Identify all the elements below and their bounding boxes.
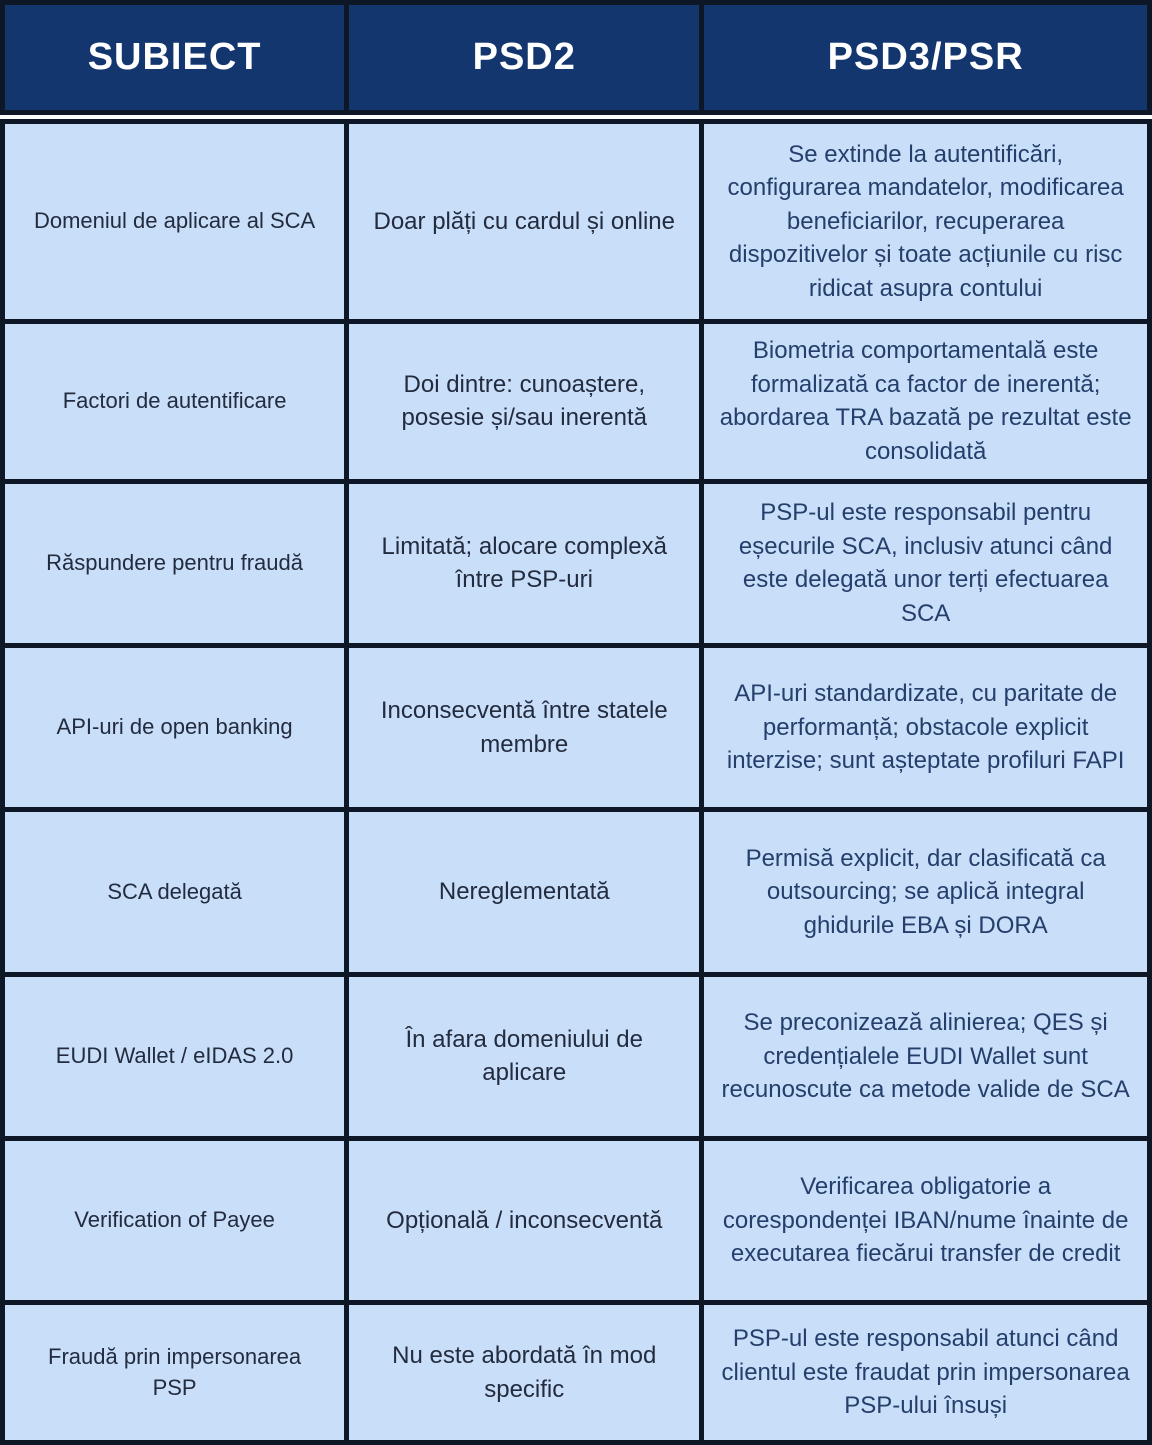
cell-subiect-row-2: Răspundere pentru fraudă xyxy=(5,479,344,643)
cell-subiect-row-4: SCA delegată xyxy=(5,807,344,971)
cell-subiect-row-1: Factori de autentificare xyxy=(5,319,344,478)
cell-subiect-row-6: Verification of Payee xyxy=(5,1136,344,1300)
table-header-row xyxy=(0,0,1152,115)
cell-psd2-row-5: În afara domeniului de aplicare xyxy=(344,972,699,1136)
cell-psd2-row-0: Doar plăți cu cardul și online xyxy=(344,124,699,319)
cell-psd3-row-6: Verificarea obligatorie a corespondenței IBAN/nume înainte de executarea fiecărui transfer de credit xyxy=(699,1136,1147,1300)
column-header-subiect: SUBIECT xyxy=(87,36,262,78)
cell-psd2-row-4: Nereglementată xyxy=(344,807,699,971)
cell-psd3-row-5: Se preconizează alinierea; QES și credențialele EUDI Wallet sunt recunoscute ca metode valide de SCA xyxy=(699,972,1147,1136)
cell-psd2-row-1: Doi dintre: cunoaștere, posesie și/sau inerentă xyxy=(344,319,699,478)
cell-psd2-row-3: Inconsecventă între statele membre xyxy=(344,643,699,807)
cell-subiect-row-5: EUDI Wallet / eIDAS 2.0 xyxy=(5,972,344,1136)
cell-subiect-row-0: Domeniul de aplicare al SCA xyxy=(5,124,344,319)
cell-psd3-row-2: PSP-ul este responsabil pentru eșecurile SCA, inclusiv atunci când este delegată unor terți efectuarea SCA xyxy=(699,479,1147,643)
cell-psd2-row-7: Nu este abordată în mod specific xyxy=(344,1300,699,1439)
cell-psd3-row-3: API-uri standardizate, cu paritate de performanță; obstacole explicit interzise; sunt așteptate profiluri FAPI xyxy=(699,643,1147,807)
cell-subiect-row-7: Fraudă prin impersonarea PSP xyxy=(5,1300,344,1439)
cell-subiect-row-3: API-uri de open banking xyxy=(5,643,344,807)
cell-psd3-row-1: Biometria comportamentală este formalizată ca factor de inerentă; abordarea TRA bazată pe rezultat este consolidată xyxy=(699,319,1147,478)
cell-psd2-row-2: Limitată; alocare complexă între PSP-uri xyxy=(344,479,699,643)
table-body xyxy=(0,119,1152,1445)
column-header-psd3-psr: PSD3/PSR xyxy=(699,5,1147,110)
column-header-psd2: PSD2 xyxy=(344,5,699,110)
cell-psd3-row-7: PSP-ul este responsabil atunci când clientul este fraudat prin impersonarea PSP-ului însuși xyxy=(699,1300,1147,1439)
cell-psd3-row-0: Se extinde la autentificări, configurarea mandatelor, modificarea beneficiarilor, recuperarea dispozitivelor și toate acțiunile cu risc ridicat asupra contului xyxy=(699,124,1147,319)
cell-psd3-row-4: Permisă explicit, dar clasificată ca outsourcing; se aplică integral ghidurile EBA și DORA xyxy=(699,807,1147,971)
cell-psd2-row-6: Opțională / inconsecventă xyxy=(344,1136,699,1300)
